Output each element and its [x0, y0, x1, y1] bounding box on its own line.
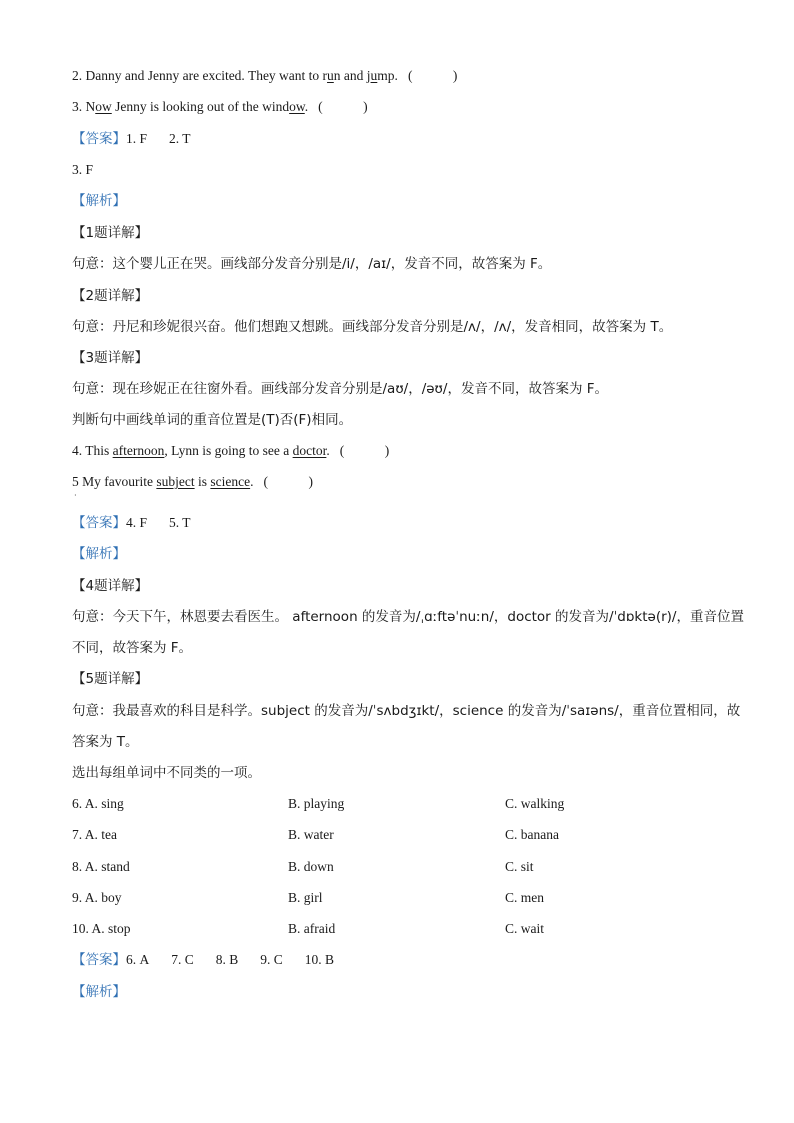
mc-8-option-a: 8. A. stand [72, 859, 130, 874]
section-stress-instruction: 判断句中画线单词的重音位置是(T)否(F)相同。 [72, 412, 353, 428]
answer-item: 4. F [126, 515, 148, 530]
mc-7-option-c: C. banana [505, 827, 559, 842]
answer-item: 5. T [169, 515, 191, 530]
detail-4-title: 【4题详解】 [72, 578, 149, 594]
answer-label: 【答案】 [72, 515, 126, 531]
mc-8-option-b: B. down [288, 859, 334, 874]
mc-10-option-b: B. afraid [288, 921, 336, 936]
q4-underlined-2: doctor [292, 443, 327, 458]
mc-6-option-b: B. playing [288, 796, 345, 811]
analysis-label-1: 【解析】 [72, 193, 126, 209]
detail-3-text: 句意：现在珍妮正在往窗外看。画线部分发音分别是/aʊ/，/əʊ/，发音不同，故答案为 F。 [72, 381, 609, 397]
q4-text-end: . [326, 443, 330, 458]
detail-2-text: 句意：丹尼和珍妮很兴奋。他们想跑又想跳。画线部分发音分别是/ʌ/，/ʌ/，发音相同，故答案为 T。 [72, 319, 673, 335]
mc-7-option-b: B. water [288, 827, 334, 842]
detail-4-text-2: 不同，故答案为 F。 [72, 640, 193, 656]
q2-answer-blank: ( ) [407, 68, 458, 83]
answer-item: 6. A [126, 952, 150, 967]
analysis-label-2: 【解析】 [72, 546, 126, 562]
mc-8-option-c: C. sit [505, 859, 534, 874]
section-odd-one-out: 选出每组单词中不同类的一项。 [72, 765, 261, 781]
answer-item: 2. T [169, 131, 191, 146]
detail-4-text-1: 句意：今天下午，林恩要去看医生。 afternoon 的发音为/ˌɑːftəˈnuːn/，doctor 的发音为/ˈdɒktə(r)/，重音位置 [72, 609, 744, 625]
q4-text-start: 4. This [72, 443, 113, 458]
q4-answer-blank: ( ) [339, 443, 390, 458]
answer-item: 9. C [260, 952, 283, 967]
mc-10-option-a: 10. A. stop [72, 921, 131, 936]
detail-5-text-2: 答案为 T。 [72, 734, 139, 750]
q2-text-start: 2. Danny and Jenny are excited. They want to r [72, 68, 328, 83]
q3-text-start: 3. N [72, 99, 96, 114]
mc-6-option-c: C. walking [505, 796, 565, 811]
q3-underlined-1: ow [95, 99, 112, 114]
q2-text-mid: n and j [333, 68, 371, 83]
answer-item: 10. B [304, 952, 335, 967]
q5-answer-blank: ( ) [263, 474, 313, 489]
detail-5-title: 【5题详解】 [72, 671, 149, 687]
q2-text-end: mp. [377, 68, 398, 83]
stray-dot: · [74, 491, 77, 500]
q5-text-end: . [250, 474, 254, 489]
question-4 [72, 442, 389, 460]
q3-underlined-2: ow [289, 99, 305, 114]
question-3 [72, 98, 368, 116]
mc-9-option-b: B. girl [288, 890, 323, 905]
answer-item-3: 3. F [72, 162, 94, 177]
answer-block-1 [72, 130, 191, 148]
answer-item: 1. F [126, 131, 148, 146]
q2-underlined-1: u [327, 68, 334, 83]
detail-3-title: 【3题详解】 [72, 350, 149, 366]
answer-item: 7. C [171, 952, 194, 967]
answer-item: 8. B [215, 952, 239, 967]
q2-underlined-2: u [370, 68, 378, 83]
answer-block-3 [72, 951, 334, 969]
mc-6-option-a: 6. A. sing [72, 796, 124, 811]
answer-label: 【答案】 [72, 131, 126, 147]
mc-10-option-c: C. wait [505, 921, 544, 936]
detail-2-title: 【2题详解】 [72, 288, 149, 304]
q4-underlined-1: afternoon [112, 443, 165, 458]
answer-label: 【答案】 [72, 952, 126, 968]
q5-underlined-2: science [210, 474, 251, 489]
answer-block-2 [72, 514, 191, 532]
mc-9-option-c: C. men [505, 890, 544, 905]
mc-9-option-a: 9. A. boy [72, 890, 122, 905]
q3-text-end: . [304, 99, 309, 114]
question-5 [72, 473, 313, 491]
q5-underlined-1: subject [156, 474, 195, 489]
q3-text-mid: Jenny is looking out of the wind [111, 99, 290, 114]
q4-text-mid: , Lynn is going to see a [164, 443, 293, 458]
question-2 [72, 67, 457, 85]
q5-text-start: 5 My favourite [72, 474, 157, 489]
analysis-label-3: 【解析】 [72, 984, 126, 1000]
detail-5-text-1: 句意：我最喜欢的科目是科学。subject 的发音为/ˈsʌbdʒɪkt/，science 的发音为/ˈsaɪəns/，重音位置相同，故 [72, 703, 741, 719]
detail-1-text: 句意：这个婴儿正在哭。画线部分发音分别是/i/，/aɪ/，发音不同，故答案为 F。 [72, 256, 552, 272]
mc-7-option-a: 7. A. tea [72, 827, 117, 842]
q5-text-mid: is [194, 474, 211, 489]
q3-answer-blank: ( ) [318, 99, 368, 114]
detail-1-title: 【1题详解】 [72, 225, 149, 241]
